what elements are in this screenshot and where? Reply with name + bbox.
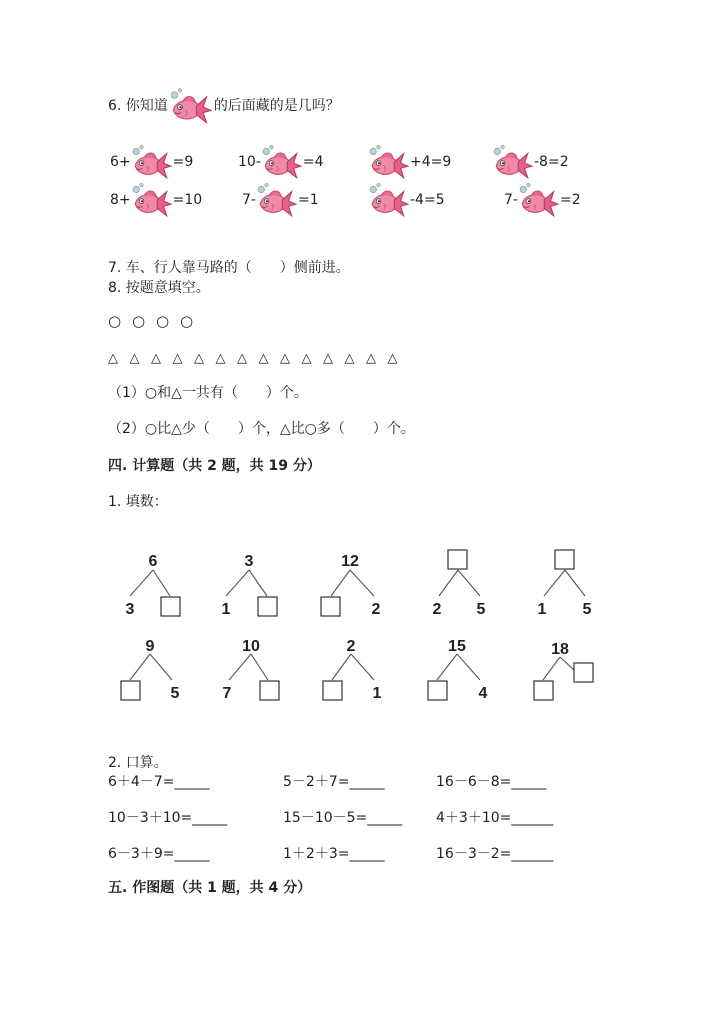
answer-box[interactable]	[161, 597, 180, 616]
svg-text:5: 5	[582, 601, 592, 618]
svg-text:1: 1	[372, 685, 382, 702]
oral-problem[interactable]: 5－2＋7=_____	[283, 774, 385, 790]
oral-problem[interactable]: 6－3＋9=_____	[108, 846, 210, 862]
svg-text:15: 15	[448, 638, 466, 655]
triangle-shape: △	[366, 351, 376, 366]
svg-text:5: 5	[476, 601, 486, 618]
svg-text:2: 2	[432, 601, 442, 618]
pink-goldfish-icon	[518, 183, 560, 217]
triangle-shape: △	[237, 351, 247, 366]
oral-problem[interactable]: 15－10－5=_____	[283, 810, 403, 826]
svg-text:1: 1	[221, 601, 231, 618]
question-8-title: 8. 按题意填空。	[108, 280, 210, 296]
oral-problem[interactable]: 6＋4－7=_____	[108, 774, 210, 790]
fish-equation-5: 8+ =10	[110, 183, 202, 217]
triangle-shape: △	[129, 351, 140, 366]
section-4-title: 四. 计算题（共 2 题，共 19 分）	[108, 458, 321, 474]
answer-box[interactable]	[555, 550, 574, 569]
section-4-q2-title: 2. 口算。	[108, 755, 168, 771]
q6-suffix: 的后面藏的是几吗？	[213, 98, 340, 114]
oral-problem[interactable]: 16－6－8=_____	[436, 774, 547, 790]
triangle-shape: △	[280, 351, 290, 366]
svg-text:10: 10	[242, 638, 260, 655]
triangle-shape: △	[172, 351, 183, 366]
section-5-title: 五. 作图题（共 1 题，共 4 分）	[108, 880, 312, 896]
fish-equation-6: 7- =1	[242, 183, 319, 217]
number-bond-tree-7	[223, 638, 279, 702]
pink-goldfish-icon	[131, 145, 173, 179]
answer-box[interactable]	[258, 597, 277, 616]
section-4-q1-title: 1. 填数：	[108, 494, 168, 510]
fish-equation-3: +4=9	[368, 145, 451, 179]
number-bond-tree-10	[534, 641, 593, 700]
triangle-shape: △	[344, 351, 355, 366]
pink-goldfish-icon	[261, 145, 303, 179]
svg-text:5: 5	[170, 685, 180, 702]
pink-goldfish-icon	[131, 183, 173, 217]
oral-problem[interactable]: 4＋3＋10=______	[436, 810, 554, 826]
number-bond-tree-8	[323, 638, 382, 702]
answer-box[interactable]	[574, 663, 593, 682]
answer-box[interactable]	[321, 597, 340, 616]
triangle-shape: △	[387, 351, 398, 366]
svg-text:7: 7	[222, 685, 232, 702]
fish-equation-1: 6+ =9	[110, 145, 193, 179]
svg-text:3: 3	[125, 601, 135, 618]
answer-box[interactable]	[260, 681, 279, 700]
svg-text:4: 4	[478, 685, 488, 702]
question-8-part-1: （1）○和△一共有（ ）个。	[108, 385, 308, 401]
number-bond-tree-4	[433, 550, 486, 618]
circle-row	[108, 311, 204, 330]
svg-text:12: 12	[341, 553, 359, 570]
number-bond-tree-5	[538, 550, 592, 618]
oral-problem[interactable]: 1＋2＋3=_____	[283, 846, 385, 862]
triangle-shape: △	[151, 351, 161, 366]
triangle-shape: △	[108, 351, 118, 366]
svg-text:6: 6	[148, 553, 158, 570]
fish-equation-7: -4=5	[368, 183, 445, 217]
pink-goldfish-icon	[256, 183, 298, 217]
svg-text:2: 2	[371, 601, 381, 618]
triangle-shape: △	[215, 351, 226, 366]
oral-problem[interactable]: 16－3－2=______	[436, 846, 554, 862]
number-bond-tree-6	[121, 638, 180, 702]
svg-text:1: 1	[537, 601, 547, 618]
pink-goldfish-icon	[169, 87, 213, 125]
oral-problem[interactable]: 10－3＋10=_____	[108, 810, 228, 826]
triangle-shape: △	[258, 351, 269, 366]
circle-shape: ○	[156, 312, 170, 330]
triangle-shape: △	[301, 351, 312, 366]
svg-text:2: 2	[346, 638, 356, 655]
circle-shape: ○	[132, 312, 146, 330]
answer-box[interactable]	[323, 681, 342, 700]
q6-title	[108, 87, 340, 125]
triangle-shape: △	[323, 351, 333, 366]
triangle-shape: △	[194, 351, 204, 366]
answer-box[interactable]	[534, 681, 553, 700]
question-8-part-2: （2）○比△少（ ）个，△比○多（ ）个。	[108, 421, 415, 437]
pink-goldfish-icon	[368, 183, 410, 217]
answer-box[interactable]	[428, 681, 447, 700]
number-bond-tree-3	[321, 553, 381, 618]
number-bond-tree-1	[126, 553, 180, 618]
fish-equation-8: 7- =2	[504, 183, 581, 217]
fish-equation-2: 10- =4	[238, 145, 324, 179]
number-bond-tree-9	[428, 638, 488, 702]
answer-box[interactable]	[121, 681, 140, 700]
question-7: 7. 车、行人靠马路的（ ）侧前进。	[108, 260, 350, 276]
fish-equation-4: -8=2	[492, 145, 569, 179]
svg-text:18: 18	[551, 641, 569, 658]
triangle-row	[108, 347, 409, 366]
number-bond-tree-2	[222, 553, 277, 618]
pink-goldfish-icon	[492, 145, 534, 179]
circle-shape: ○	[108, 312, 122, 330]
pink-goldfish-icon	[368, 145, 410, 179]
number-bond-trees	[0, 530, 720, 710]
circle-shape: ○	[180, 312, 194, 330]
svg-text:9: 9	[145, 638, 155, 655]
q6-prefix: 6. 你知道	[108, 98, 168, 114]
svg-text:3: 3	[244, 553, 254, 570]
answer-box[interactable]	[448, 550, 467, 569]
